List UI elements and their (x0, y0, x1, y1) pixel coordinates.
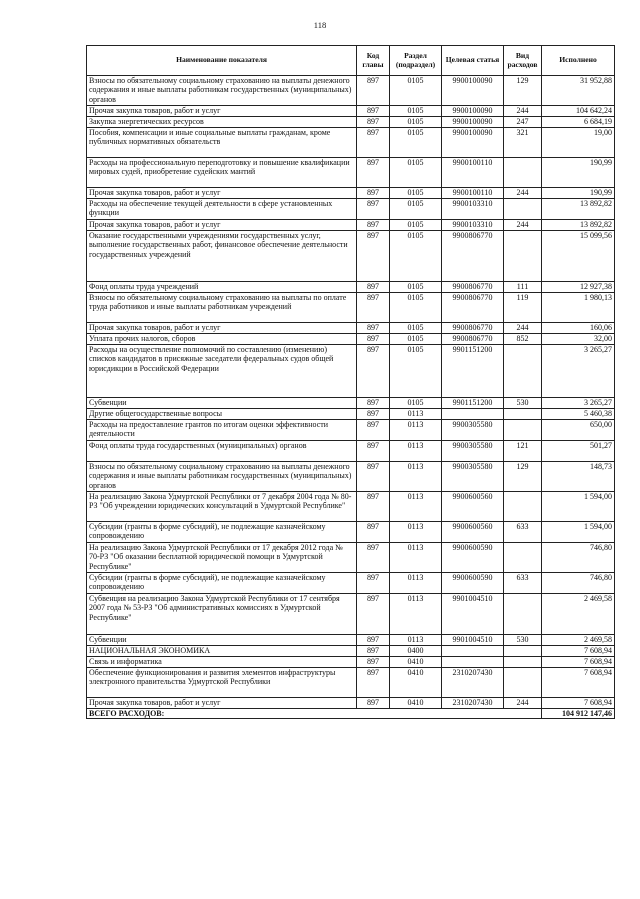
row-code: 897 (357, 199, 390, 220)
row-amount: 3 265,27 (542, 398, 615, 409)
row-section: 0105 (390, 398, 442, 409)
row-code: 897 (357, 128, 390, 158)
row-kind (504, 657, 542, 668)
row-amount: 501,27 (542, 441, 615, 462)
row-kind: 111 (504, 282, 542, 293)
row-amount: 746,80 (542, 543, 615, 573)
row-code: 897 (357, 188, 390, 199)
row-name: На реализацию Закона Удмуртской Республики от 17 декабря 2012 года № 70-РЗ "Об оказании бесплатной юридической помощи в Удмуртской Республике" (87, 543, 357, 573)
row-kind (504, 158, 542, 188)
row-name: Прочая закупка товаров, работ и услуг (87, 323, 357, 334)
row-kind: 121 (504, 441, 542, 462)
row-target: 9901151200 (442, 345, 504, 398)
row-section: 0105 (390, 106, 442, 117)
row-section: 0410 (390, 668, 442, 698)
row-kind (504, 409, 542, 420)
row-code: 897 (357, 594, 390, 635)
table-row (87, 158, 615, 188)
row-name: Субвенция на реализацию Закона Удмуртской Республики от 17 сентября 2007 года № 53-РЗ "Об административных комиссиях в Удмуртской Республике" (87, 594, 357, 635)
row-section: 0105 (390, 282, 442, 293)
row-name: Прочая закупка товаров, работ и услуг (87, 106, 357, 117)
header-code: Код главы (357, 46, 390, 76)
row-code: 897 (357, 158, 390, 188)
row-section: 0113 (390, 462, 442, 492)
row-code: 897 (357, 698, 390, 709)
row-kind (504, 543, 542, 573)
row-target: 9900806770 (442, 282, 504, 293)
table-row (87, 220, 615, 231)
row-name: Прочая закупка товаров, работ и услуг (87, 188, 357, 199)
row-target (442, 657, 504, 668)
row-name: Пособия, компенсации и иные социальные выплаты гражданам, кроме публичных нормативных обязательств (87, 128, 357, 158)
row-kind: 244 (504, 188, 542, 199)
table-row (87, 573, 615, 594)
table-row (87, 668, 615, 698)
row-section: 0105 (390, 231, 442, 282)
row-amount: 2 469,58 (542, 635, 615, 646)
row-section: 0105 (390, 293, 442, 323)
row-kind: 530 (504, 635, 542, 646)
row-section: 0410 (390, 698, 442, 709)
row-kind: 244 (504, 323, 542, 334)
row-code: 897 (357, 282, 390, 293)
row-amount: 13 892,82 (542, 199, 615, 220)
row-amount: 148,73 (542, 462, 615, 492)
row-section: 0113 (390, 594, 442, 635)
row-kind (504, 594, 542, 635)
row-target: 9900806770 (442, 231, 504, 282)
row-name: Расходы на профессиональную переподготовку и повышение квалификации мировых судей, приобретение судейских мантий (87, 158, 357, 188)
row-code: 897 (357, 420, 390, 441)
table-row (87, 657, 615, 668)
row-code: 897 (357, 646, 390, 657)
row-target: 2310207430 (442, 698, 504, 709)
row-kind: 129 (504, 76, 542, 106)
row-target: 9900600560 (442, 522, 504, 543)
row-target: 9900305580 (442, 441, 504, 462)
row-amount: 19,00 (542, 128, 615, 158)
row-code: 897 (357, 117, 390, 128)
row-section: 0105 (390, 323, 442, 334)
row-section: 0105 (390, 76, 442, 106)
row-section: 0113 (390, 635, 442, 646)
row-section: 0105 (390, 345, 442, 398)
row-kind (504, 668, 542, 698)
header-name: Наименование показателя (87, 46, 357, 76)
row-code: 897 (357, 668, 390, 698)
row-name: Взносы по обязательному социальному страхованию на выплаты денежного содержания и иные выплаты работникам государственных (муниципальных) органов (87, 462, 357, 492)
table-row (87, 199, 615, 220)
row-kind: 321 (504, 128, 542, 158)
row-target: 9900305580 (442, 420, 504, 441)
table-row (87, 323, 615, 334)
table-row (87, 462, 615, 492)
row-section: 0113 (390, 543, 442, 573)
row-name: Расходы на обеспечение текущей деятельности в сфере установленных функции (87, 199, 357, 220)
row-kind: 129 (504, 462, 542, 492)
row-kind: 244 (504, 106, 542, 117)
row-kind: 244 (504, 698, 542, 709)
row-section: 0105 (390, 199, 442, 220)
row-name: На реализацию Закона Удмуртской Республики от 7 декабря 2004 года № 80-РЗ "Об учреждении юридических консультаций в Удмуртской Республике" (87, 492, 357, 522)
total-row (87, 709, 615, 719)
row-name: Взносы по обязательному социальному страхованию на выплаты денежного содержания и иные выплаты работникам государственных (муниципальных) органов (87, 76, 357, 106)
table-row (87, 543, 615, 573)
row-section: 0113 (390, 420, 442, 441)
row-section: 0105 (390, 117, 442, 128)
table-row (87, 492, 615, 522)
row-section: 0113 (390, 492, 442, 522)
row-name: Расходы на осуществление полномочий по составлению (изменению) списков кандидатов в присяжные заседатели федеральных судов общей юрисдикции в Российской Федерации (87, 345, 357, 398)
row-target: 9901004510 (442, 594, 504, 635)
row-amount: 1 594,00 (542, 522, 615, 543)
row-amount: 7 608,94 (542, 646, 615, 657)
row-name: Взносы по обязательному социальному страхованию на выплаты по оплате труда работников и иные выплаты работникам учреждений (87, 293, 357, 323)
table-row (87, 420, 615, 441)
row-name: Прочая закупка товаров, работ и услуг (87, 220, 357, 231)
row-code: 897 (357, 441, 390, 462)
row-kind (504, 199, 542, 220)
row-name: Уплата прочих налогов, сборов (87, 334, 357, 345)
row-kind: 852 (504, 334, 542, 345)
table-row (87, 646, 615, 657)
row-name: НАЦИОНАЛЬНАЯ ЭКОНОМИКА (87, 646, 357, 657)
row-kind (504, 420, 542, 441)
table-row (87, 409, 615, 420)
row-name: Расходы на предоставление грантов по итогам оценки эффективности деятельности (87, 420, 357, 441)
table-row (87, 282, 615, 293)
row-amount: 31 952,88 (542, 76, 615, 106)
row-code: 897 (357, 106, 390, 117)
row-target: 9900600560 (442, 492, 504, 522)
row-kind: 119 (504, 293, 542, 323)
table-row (87, 698, 615, 709)
row-target: 9900100090 (442, 76, 504, 106)
row-kind: 633 (504, 522, 542, 543)
row-amount: 1 594,00 (542, 492, 615, 522)
row-amount: 32,00 (542, 334, 615, 345)
row-amount: 13 892,82 (542, 220, 615, 231)
row-section: 0410 (390, 657, 442, 668)
row-target: 9900100090 (442, 117, 504, 128)
row-target: 9900305580 (442, 462, 504, 492)
table-row (87, 522, 615, 543)
row-amount: 650,00 (542, 420, 615, 441)
row-amount: 190,99 (542, 188, 615, 199)
row-code: 897 (357, 522, 390, 543)
row-target: 9900806770 (442, 293, 504, 323)
row-name: Оказание государственными учреждениями государственных услуг, выполнение государственных работ, финансовое обеспечение деятельности государственных учреждений (87, 231, 357, 282)
row-section: 0105 (390, 188, 442, 199)
row-kind: 530 (504, 398, 542, 409)
table-row (87, 441, 615, 462)
row-kind: 247 (504, 117, 542, 128)
row-code: 897 (357, 462, 390, 492)
table-row (87, 117, 615, 128)
row-section: 0113 (390, 409, 442, 420)
row-kind (504, 231, 542, 282)
row-amount: 15 099,56 (542, 231, 615, 282)
row-kind (504, 492, 542, 522)
row-amount: 1 980,13 (542, 293, 615, 323)
row-section: 0113 (390, 573, 442, 594)
row-name: Субсидии (гранты в форме субсидий), не подлежащие казначейскому сопровождению (87, 573, 357, 594)
row-section: 0105 (390, 220, 442, 231)
table-row (87, 345, 615, 398)
row-code: 897 (357, 323, 390, 334)
row-target (442, 646, 504, 657)
row-name: Фонд оплаты труда государственных (муниципальных) органов (87, 441, 357, 462)
row-code: 897 (357, 76, 390, 106)
row-target: 9900806770 (442, 323, 504, 334)
table-row (87, 188, 615, 199)
row-name: Закупка энергетических ресурсов (87, 117, 357, 128)
row-section: 0113 (390, 441, 442, 462)
row-amount: 6 684,19 (542, 117, 615, 128)
row-code: 897 (357, 334, 390, 345)
row-code: 897 (357, 635, 390, 646)
expenditure-table (86, 45, 615, 719)
row-target: 2310207430 (442, 668, 504, 698)
row-name: Связь и информатика (87, 657, 357, 668)
row-section: 0105 (390, 128, 442, 158)
row-amount: 12 927,38 (542, 282, 615, 293)
row-name: Обеспечение функционирования и развития элементов инфраструктуры электронного правительства Удмуртской Республики (87, 668, 357, 698)
row-code: 897 (357, 345, 390, 398)
row-amount: 746,80 (542, 573, 615, 594)
row-target: 9900600590 (442, 543, 504, 573)
row-kind: 244 (504, 220, 542, 231)
row-target: 9901151200 (442, 398, 504, 409)
row-target: 9900103310 (442, 220, 504, 231)
header-kind: Вид расходов (504, 46, 542, 76)
row-code: 897 (357, 492, 390, 522)
page-number: 118 (313, 20, 327, 30)
row-code: 897 (357, 409, 390, 420)
row-amount: 190,99 (542, 158, 615, 188)
table-row (87, 398, 615, 409)
row-amount: 160,06 (542, 323, 615, 334)
row-kind (504, 345, 542, 398)
table-body (87, 76, 615, 709)
row-name: Субвенции (87, 635, 357, 646)
row-name: Субвенции (87, 398, 357, 409)
header-target: Целевая статья (442, 46, 504, 76)
table-row (87, 106, 615, 117)
row-section: 0105 (390, 158, 442, 188)
table-row (87, 128, 615, 158)
row-target: 9900100090 (442, 106, 504, 117)
row-section: 0113 (390, 522, 442, 543)
header-executed: Исполнено (542, 46, 615, 76)
row-amount: 5 460,38 (542, 409, 615, 420)
table-header-row (87, 46, 615, 76)
table-row (87, 334, 615, 345)
row-code: 897 (357, 220, 390, 231)
row-target: 9900103310 (442, 199, 504, 220)
row-amount: 104 642,24 (542, 106, 615, 117)
row-amount: 7 608,94 (542, 698, 615, 709)
table-row (87, 594, 615, 635)
row-target: 9900100110 (442, 188, 504, 199)
row-section: 0400 (390, 646, 442, 657)
table-row (87, 635, 615, 646)
row-name: Другие общегосударственные вопросы (87, 409, 357, 420)
table-row (87, 76, 615, 106)
row-amount: 7 608,94 (542, 657, 615, 668)
row-target: 9900100090 (442, 128, 504, 158)
row-code: 897 (357, 657, 390, 668)
row-target: 9900600590 (442, 573, 504, 594)
row-amount: 3 265,27 (542, 345, 615, 398)
row-code: 897 (357, 293, 390, 323)
table-row (87, 231, 615, 282)
total-label: ВСЕГО РАСХОДОВ: (87, 709, 542, 719)
row-kind: 633 (504, 573, 542, 594)
row-kind (504, 646, 542, 657)
row-code: 897 (357, 398, 390, 409)
row-name: Прочая закупка товаров, работ и услуг (87, 698, 357, 709)
row-amount: 2 469,58 (542, 594, 615, 635)
row-target: 9901004510 (442, 635, 504, 646)
row-code: 897 (357, 573, 390, 594)
total-amount: 104 912 147,46 (542, 709, 615, 719)
row-target (442, 409, 504, 420)
row-name: Фонд оплаты труда учреждений (87, 282, 357, 293)
header-section: Раздел (подраздел) (390, 46, 442, 76)
row-target: 9900806770 (442, 334, 504, 345)
row-code: 897 (357, 231, 390, 282)
row-code: 897 (357, 543, 390, 573)
row-section: 0105 (390, 334, 442, 345)
row-amount: 7 608,94 (542, 668, 615, 698)
table-row (87, 293, 615, 323)
row-target: 9900100110 (442, 158, 504, 188)
row-name: Субсидии (гранты в форме субсидий), не подлежащие казначейскому сопровождению (87, 522, 357, 543)
